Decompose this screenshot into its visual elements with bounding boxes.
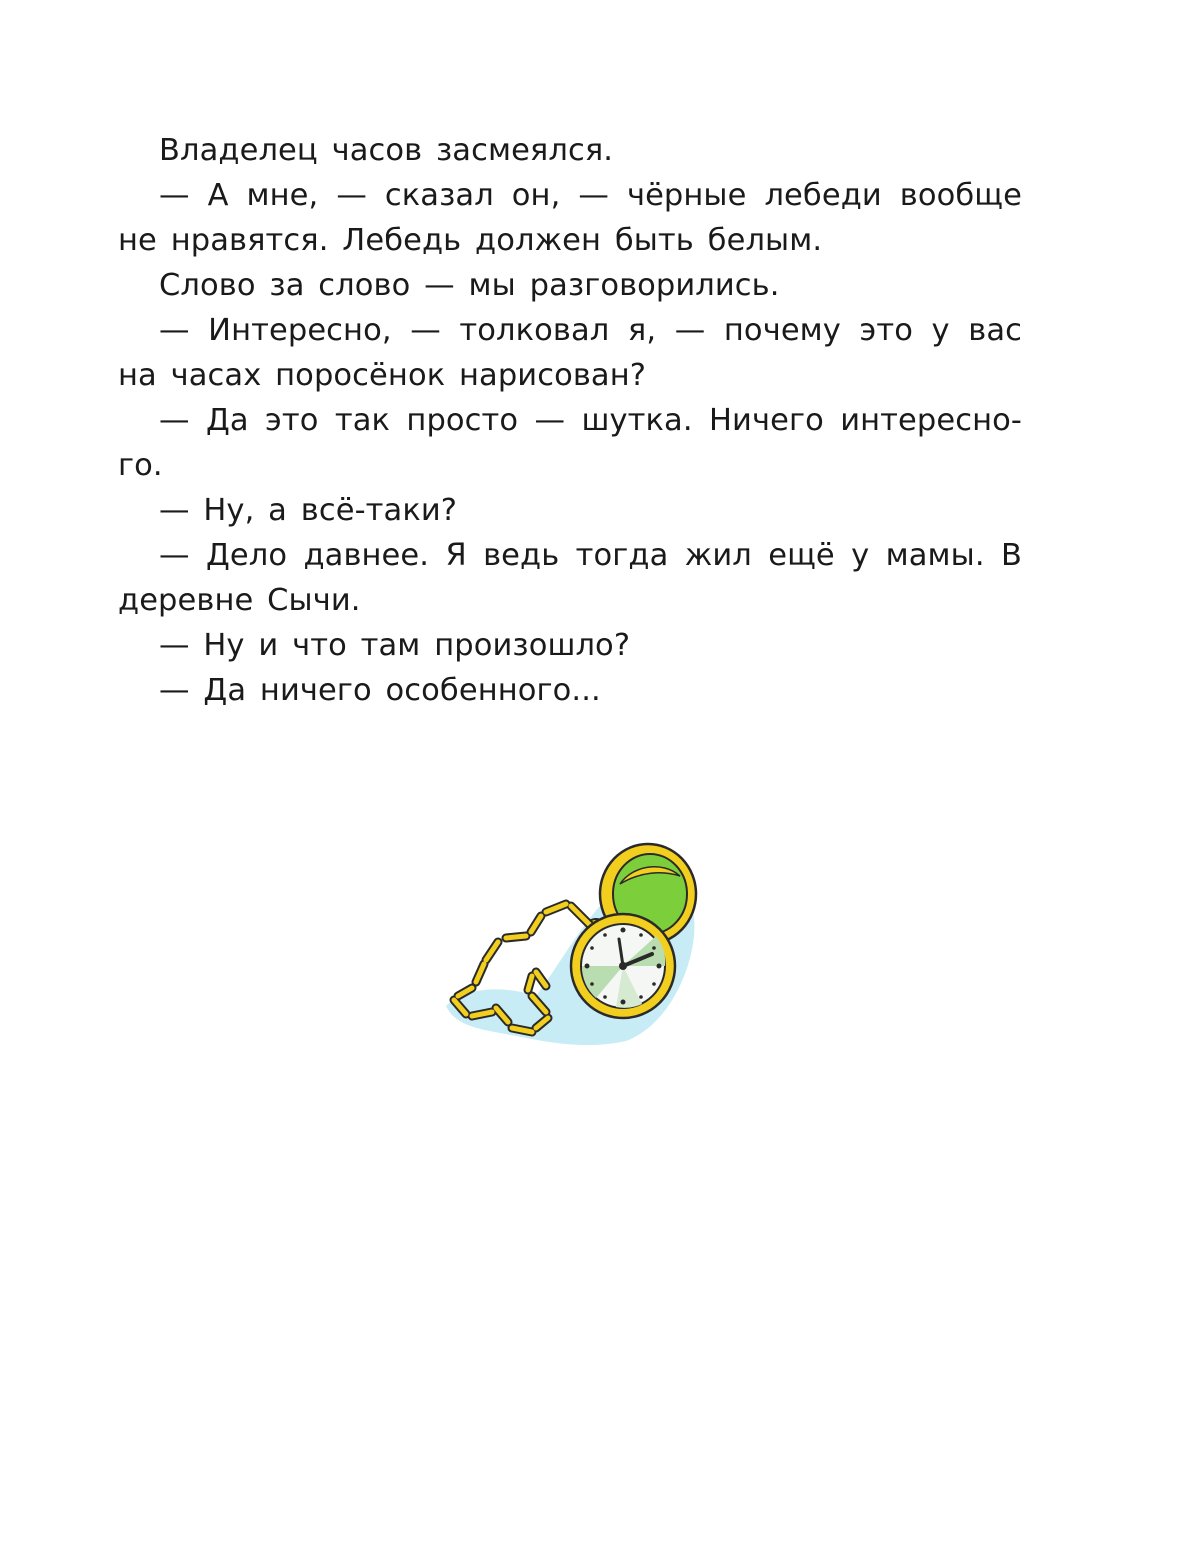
paragraph-line: — Дело давнее. Я ведь тогда жил ещё у мамы. В bbox=[159, 538, 1022, 573]
paragraph-line: не нравятся. Лебедь должен быть белым. bbox=[118, 223, 823, 258]
paragraph-line: Слово за слово — мы разговорились. bbox=[159, 268, 780, 303]
paragraph-line: — Ну, а всё-таки? bbox=[159, 493, 458, 528]
paragraph-line: — Ну и что там произошло? bbox=[159, 628, 631, 663]
paragraph-line: го. bbox=[118, 448, 163, 483]
paragraph-line: — Интересно, — толковал я, — почему это у вас bbox=[159, 313, 1022, 348]
paragraph-line: деревне Сычи. bbox=[118, 583, 361, 618]
pocket-watch-illustration bbox=[436, 836, 704, 1050]
paragraph-line: — Да это так просто — шутка. Ничего интересно- bbox=[159, 403, 1022, 438]
paragraph-line: на часах поросёнок нарисован? bbox=[118, 358, 647, 393]
paragraph-line: — А мне, — сказал он, — чёрные лебеди вообще bbox=[159, 178, 1022, 213]
story-text bbox=[118, 128, 1022, 713]
pocket-watch-icon bbox=[436, 836, 704, 1050]
paragraph-line: Владелец часов засмеялся. bbox=[159, 133, 614, 168]
paragraph-line: — Да ничего особенного... bbox=[159, 673, 601, 708]
